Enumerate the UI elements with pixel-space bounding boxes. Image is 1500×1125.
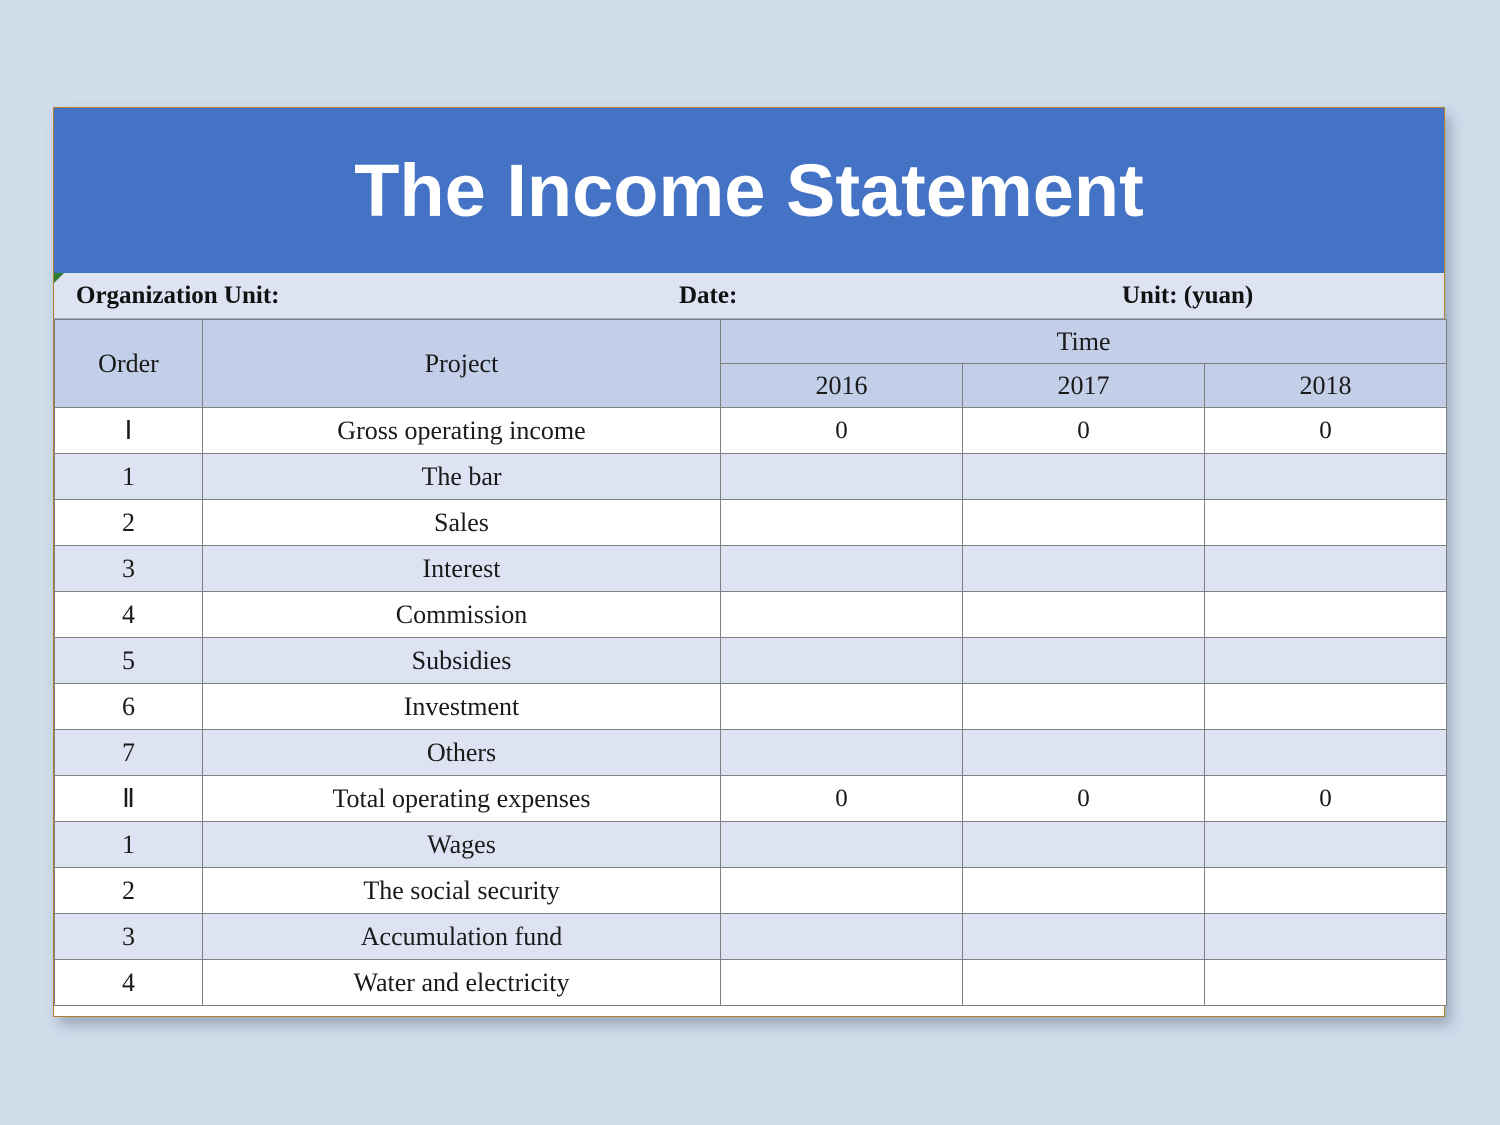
cell-2018[interactable] bbox=[1205, 684, 1447, 730]
cell-2018[interactable] bbox=[1205, 454, 1447, 500]
cell-2016[interactable] bbox=[721, 960, 963, 1006]
cell-project[interactable]: The social security bbox=[203, 868, 721, 914]
cell-order[interactable]: 3 bbox=[55, 546, 203, 592]
cell-order[interactable]: Ⅱ bbox=[55, 776, 203, 822]
cell-2018[interactable] bbox=[1205, 960, 1447, 1006]
cell-2016[interactable] bbox=[721, 454, 963, 500]
cell-2017[interactable]: 0 bbox=[963, 408, 1205, 454]
cell-project[interactable]: Investment bbox=[203, 684, 721, 730]
cell-2016[interactable] bbox=[721, 822, 963, 868]
cell-2016[interactable] bbox=[721, 592, 963, 638]
cell-2017[interactable] bbox=[963, 822, 1205, 868]
cell-2018[interactable] bbox=[1205, 638, 1447, 684]
cell-2017[interactable] bbox=[963, 914, 1205, 960]
cell-project[interactable]: Wages bbox=[203, 822, 721, 868]
cell-2017[interactable] bbox=[963, 638, 1205, 684]
date-label: Date: bbox=[679, 281, 738, 309]
table-header bbox=[55, 320, 1447, 408]
cell-2017[interactable] bbox=[963, 546, 1205, 592]
cell-project[interactable]: Gross operating income bbox=[203, 408, 721, 454]
cell-2018[interactable]: 0 bbox=[1205, 408, 1447, 454]
cell-project[interactable]: Interest bbox=[203, 546, 721, 592]
cell-project[interactable]: Commission bbox=[203, 592, 721, 638]
header-time: Time bbox=[721, 320, 1447, 364]
table-row bbox=[55, 684, 1447, 730]
unit-label: Unit: (yuan) bbox=[1122, 281, 1254, 309]
cell-2017[interactable] bbox=[963, 730, 1205, 776]
cell-2016[interactable] bbox=[721, 914, 963, 960]
table-row bbox=[55, 454, 1447, 500]
cell-2018[interactable]: 0 bbox=[1205, 776, 1447, 822]
cell-2017[interactable]: 0 bbox=[963, 776, 1205, 822]
cell-2017[interactable] bbox=[963, 684, 1205, 730]
table-row bbox=[55, 500, 1447, 546]
cell-project[interactable]: The bar bbox=[203, 454, 721, 500]
cell-order[interactable]: 1 bbox=[55, 454, 203, 500]
table-row bbox=[55, 914, 1447, 960]
cell-2017[interactable] bbox=[963, 454, 1205, 500]
table-row bbox=[55, 730, 1447, 776]
cell-2016[interactable]: 0 bbox=[721, 408, 963, 454]
table-header-row-1 bbox=[55, 320, 1447, 364]
cell-order[interactable]: 4 bbox=[55, 960, 203, 1006]
cell-project[interactable]: Accumulation fund bbox=[203, 914, 721, 960]
cell-2018[interactable] bbox=[1205, 546, 1447, 592]
cell-2018[interactable] bbox=[1205, 592, 1447, 638]
cell-order[interactable]: 3 bbox=[55, 914, 203, 960]
cell-2018[interactable] bbox=[1205, 868, 1447, 914]
table-row bbox=[55, 592, 1447, 638]
cell-project[interactable]: Total operating expenses bbox=[203, 776, 721, 822]
table-row bbox=[55, 776, 1447, 822]
cell-2018[interactable] bbox=[1205, 914, 1447, 960]
meta-row bbox=[54, 273, 1444, 319]
cell-order[interactable]: Ⅰ bbox=[55, 408, 203, 454]
table-row bbox=[55, 822, 1447, 868]
cell-order[interactable]: 5 bbox=[55, 638, 203, 684]
cell-order[interactable]: 1 bbox=[55, 822, 203, 868]
cell-2016[interactable]: 0 bbox=[721, 776, 963, 822]
organization-unit-label: Organization Unit: bbox=[76, 281, 280, 309]
cell-project[interactable]: Sales bbox=[203, 500, 721, 546]
cell-2016[interactable] bbox=[721, 500, 963, 546]
cell-project[interactable]: Subsidies bbox=[203, 638, 721, 684]
cell-2017[interactable] bbox=[963, 868, 1205, 914]
cell-order[interactable]: 2 bbox=[55, 868, 203, 914]
header-year-2016: 2016 bbox=[721, 364, 963, 408]
cell-order[interactable]: 6 bbox=[55, 684, 203, 730]
header-project: Project bbox=[203, 320, 721, 408]
document-title-bar bbox=[54, 108, 1444, 273]
table-row bbox=[55, 546, 1447, 592]
table-row bbox=[55, 408, 1447, 454]
cell-2017[interactable] bbox=[963, 960, 1205, 1006]
table-body bbox=[55, 408, 1447, 1006]
cell-2018[interactable] bbox=[1205, 730, 1447, 776]
header-year-2018: 2018 bbox=[1205, 364, 1447, 408]
cell-2016[interactable] bbox=[721, 730, 963, 776]
cell-2016[interactable] bbox=[721, 546, 963, 592]
spreadsheet-sheet bbox=[53, 107, 1445, 1017]
cell-2016[interactable] bbox=[721, 868, 963, 914]
cell-order[interactable]: 2 bbox=[55, 500, 203, 546]
cell-comment-marker-icon bbox=[54, 273, 64, 283]
cell-2016[interactable] bbox=[721, 684, 963, 730]
table-row bbox=[55, 868, 1447, 914]
cell-order[interactable]: 7 bbox=[55, 730, 203, 776]
page-title: The Income Statement bbox=[354, 148, 1144, 232]
cell-2018[interactable] bbox=[1205, 500, 1447, 546]
income-statement-table bbox=[54, 319, 1447, 1006]
cell-project[interactable]: Water and electricity bbox=[203, 960, 721, 1006]
table-row bbox=[55, 960, 1447, 1006]
cell-order[interactable]: 4 bbox=[55, 592, 203, 638]
header-year-2017: 2017 bbox=[963, 364, 1205, 408]
cell-2016[interactable] bbox=[721, 638, 963, 684]
cell-2018[interactable] bbox=[1205, 822, 1447, 868]
header-order: Order bbox=[55, 320, 203, 408]
cell-2017[interactable] bbox=[963, 592, 1205, 638]
table-row bbox=[55, 638, 1447, 684]
cell-project[interactable]: Others bbox=[203, 730, 721, 776]
cell-2017[interactable] bbox=[963, 500, 1205, 546]
